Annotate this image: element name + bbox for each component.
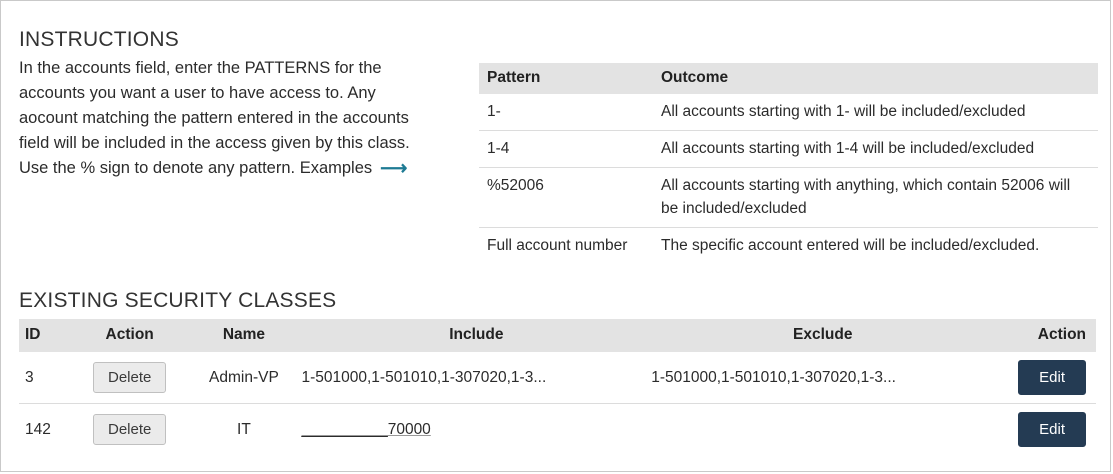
- pattern-examples-table: [479, 63, 1098, 264]
- classes-table-head: [19, 319, 1096, 352]
- instructions-body-text: In the accounts field, enter the PATTERNS for the accounts you want a user to have access to. Any aocount matching the pattern entered in the accounts field will be included in the access given by this class. Use the % sign to denote any pattern.: [19, 59, 410, 177]
- table-row: [19, 352, 1096, 404]
- edit-cell: [994, 404, 1096, 456]
- pattern-value: 1-: [479, 94, 653, 131]
- table-row: [479, 94, 1098, 131]
- edit-button[interactable]: Edit: [1018, 360, 1086, 395]
- pattern-value: %52006: [479, 168, 653, 228]
- action-right-column-header: Action: [994, 319, 1096, 352]
- row-include-value: __________70000: [301, 420, 431, 438]
- classes-table-body: [19, 352, 1096, 455]
- delete-cell: [73, 404, 186, 456]
- outcome-value: All accounts starting with 1- will be included/excluded: [653, 94, 1098, 131]
- examples-label: Examples: [299, 159, 373, 177]
- action-left-column-header: Action: [73, 319, 186, 352]
- pattern-column-header: Pattern: [479, 63, 653, 94]
- delete-button[interactable]: Delete: [93, 414, 166, 445]
- delete-button[interactable]: Delete: [93, 362, 166, 393]
- outcome-value: All accounts starting with 1-4 will be included/excluded: [653, 131, 1098, 168]
- id-column-header: ID: [19, 319, 73, 352]
- row-name: Admin-VP: [186, 352, 301, 404]
- row-include: 1-501000,1-501010,1-307020,1-3...: [302, 352, 652, 404]
- row-name: IT: [237, 420, 251, 438]
- table-row: [479, 228, 1098, 265]
- row-exclude: 1-501000,1-501010,1-307020,1-3...: [651, 352, 994, 404]
- security-classes-table: [19, 319, 1096, 455]
- pattern-table-head: [479, 63, 1098, 94]
- examples-row: [300, 156, 408, 181]
- table-row: [479, 131, 1098, 168]
- instructions-body-block: [19, 56, 439, 181]
- row-id: 3: [19, 352, 73, 404]
- pattern-value: 1-4: [479, 131, 653, 168]
- row-id: 142: [25, 420, 51, 438]
- include-column-header: Include: [302, 319, 652, 352]
- classes-table-header-row: [19, 319, 1096, 352]
- instructions-heading: INSTRUCTIONS: [19, 28, 179, 52]
- pattern-table-header-row: [479, 63, 1098, 94]
- row-include: [302, 404, 652, 456]
- outcome-column-header: Outcome: [653, 63, 1098, 94]
- edit-button[interactable]: Edit: [1018, 412, 1086, 447]
- table-row: [479, 168, 1098, 228]
- arrow-right-icon: ⟶: [380, 158, 408, 179]
- delete-cell: [73, 352, 186, 404]
- edit-cell: [994, 352, 1096, 404]
- existing-security-classes-heading: EXISTING SECURITY CLASSES: [19, 289, 337, 313]
- outcome-value: The specific account entered will be included/excluded.: [661, 237, 1040, 254]
- exclude-column-header: Exclude: [651, 319, 994, 352]
- pattern-table-body: [479, 94, 1098, 264]
- table-row: [19, 404, 1096, 456]
- pattern-value: Full account number: [487, 237, 628, 254]
- row-exclude: [651, 404, 994, 456]
- name-column-header: Name: [186, 319, 301, 352]
- outcome-value: All accounts starting with anything, which contain 52006 will be included/excluded: [653, 168, 1098, 228]
